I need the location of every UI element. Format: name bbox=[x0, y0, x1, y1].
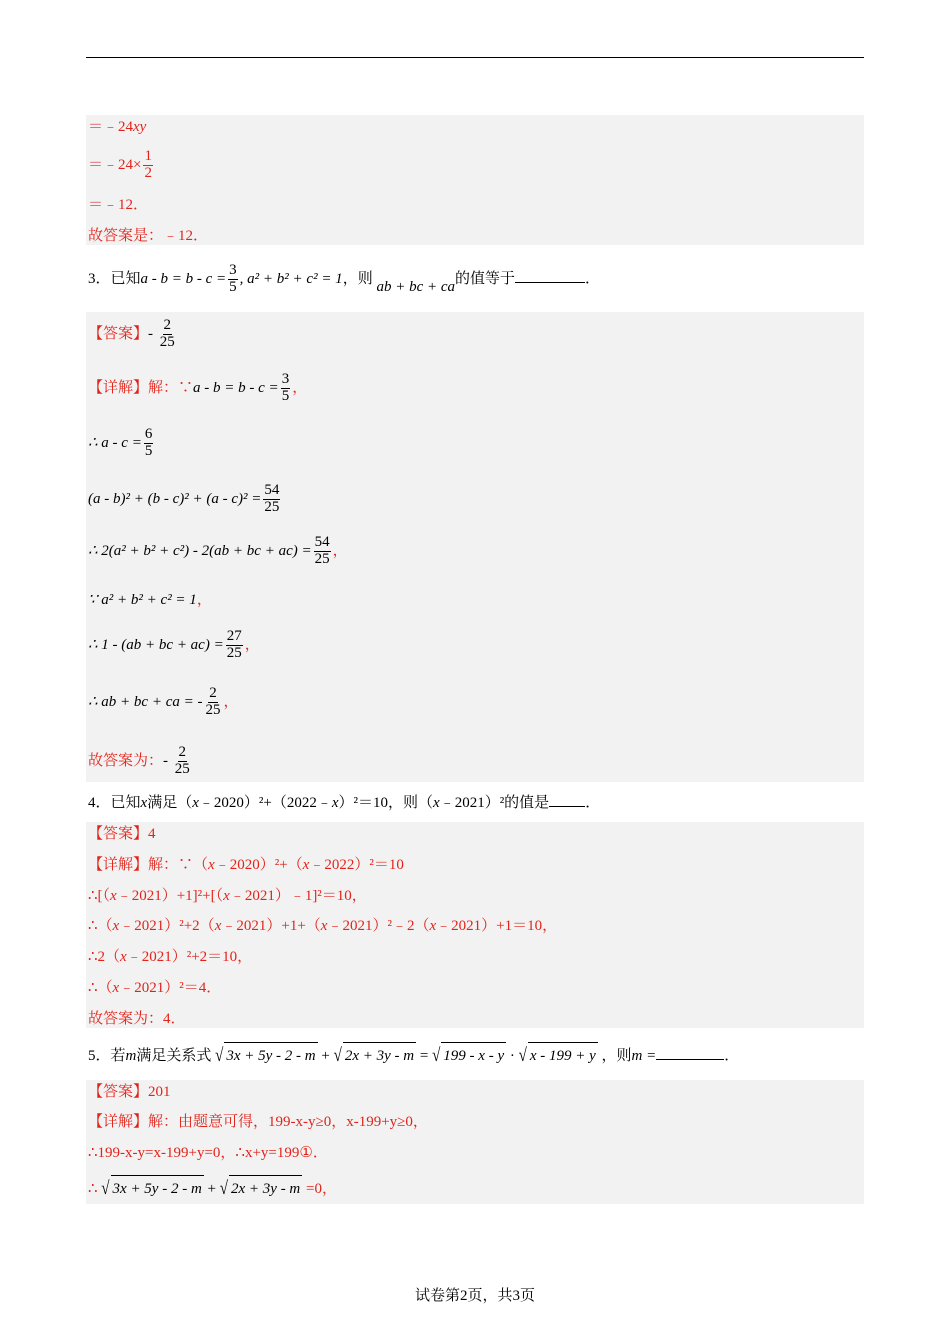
q3-answer: 【答案】- $\frac{2}{25}$ bbox=[88, 317, 175, 351]
prev-line-4: 故答案是：﹣12． bbox=[88, 228, 209, 244]
prev-line-3: ＝﹣12． bbox=[88, 197, 149, 213]
q3-detail-7: ∴ ab + bc + ca = - $\frac{2}{25}$ ， bbox=[88, 685, 239, 719]
q5-detail-2: ∴199-x-y=x-199+y=0，∴x+y=199①． bbox=[88, 1145, 328, 1161]
q5-answer: 【答案】201 bbox=[88, 1084, 171, 1100]
q3-detail-4: ∴ 2(a² + b² + c²) - 2(ab + bc + ac) = $\frac{54}{25}$ ， bbox=[88, 534, 348, 568]
q3-final: 故答案为：- $\frac{2}{25}$ bbox=[88, 744, 190, 778]
q3-detail-2: ∴ a - c = $\frac{6}{5}$ bbox=[88, 426, 153, 460]
q5-detail-1: 【详解】解：由题意可得，199-x-y≥0，x-199+y≥0， bbox=[88, 1114, 428, 1130]
q3-detail-1: 【详解】解：∵a - b = b - c = $\frac{3}{5}$ ， bbox=[88, 371, 308, 405]
question-4: 4．已知x满足（x﹣2020）²+（2022﹣x）²＝10，则（x﹣2021）²的值是 ． bbox=[88, 795, 601, 811]
q4-detail-1: 【详解】解：∵（x﹣2020）²+（x﹣2022）²＝10 bbox=[88, 857, 404, 873]
prev-line-1: ＝﹣24xy bbox=[88, 119, 147, 135]
q4-detail-3: ∴（x﹣2021）²+2（x﹣2021）+1+（x﹣2021）²﹣2（x﹣2021）+1＝10， bbox=[88, 918, 558, 934]
q5-detail-3: ∴ √ 3x + 5y - 2 - m + √ 2x + 3y - m =0， bbox=[88, 1175, 337, 1202]
q3-detail-3: (a - b)² + (b - c)² + (a - c)² = $\frac{54}{25}$ bbox=[88, 482, 280, 516]
page-footer: 试卷第2页，共3页 bbox=[414, 1288, 535, 1304]
header-rule bbox=[86, 57, 864, 58]
q4-detail-5: ∴（x﹣2021）²＝4． bbox=[88, 980, 222, 996]
answer-blank bbox=[515, 282, 585, 283]
q4-detail-4: ∴2（x﹣2021）²+2＝10， bbox=[88, 949, 253, 965]
answer-blank bbox=[656, 1059, 724, 1060]
prev-line-2: ＝﹣24× $\frac{1}{2}$ bbox=[88, 148, 152, 182]
q4-detail-2: ∴[（x﹣2021）+1]²+[（x﹣2021）﹣1]²＝10， bbox=[88, 888, 367, 904]
q3-detail-5: ∵ a² + b² + c² = 1， bbox=[88, 592, 212, 608]
answer-blank bbox=[549, 806, 585, 807]
question-3: 3．已知a - b = b - c = $\frac{3}{5}$ , a² + b² + c² = 1，则 ab + bc + ca的值等于 ． bbox=[88, 262, 601, 296]
q4-answer: 【答案】4 bbox=[88, 826, 156, 842]
q4-final: 故答案为：4． bbox=[88, 1011, 186, 1027]
q3-detail-6: ∴ 1 - (ab + bc + ac) = $\frac{27}{25}$ ， bbox=[88, 628, 260, 662]
question-5: 5．若m满足关系式 √ 3x + 5y - 2 - m + √ 2x + 3y - m = √ 199 - x - y · √ x - 199 + y ，则m = ． bbox=[88, 1042, 739, 1069]
